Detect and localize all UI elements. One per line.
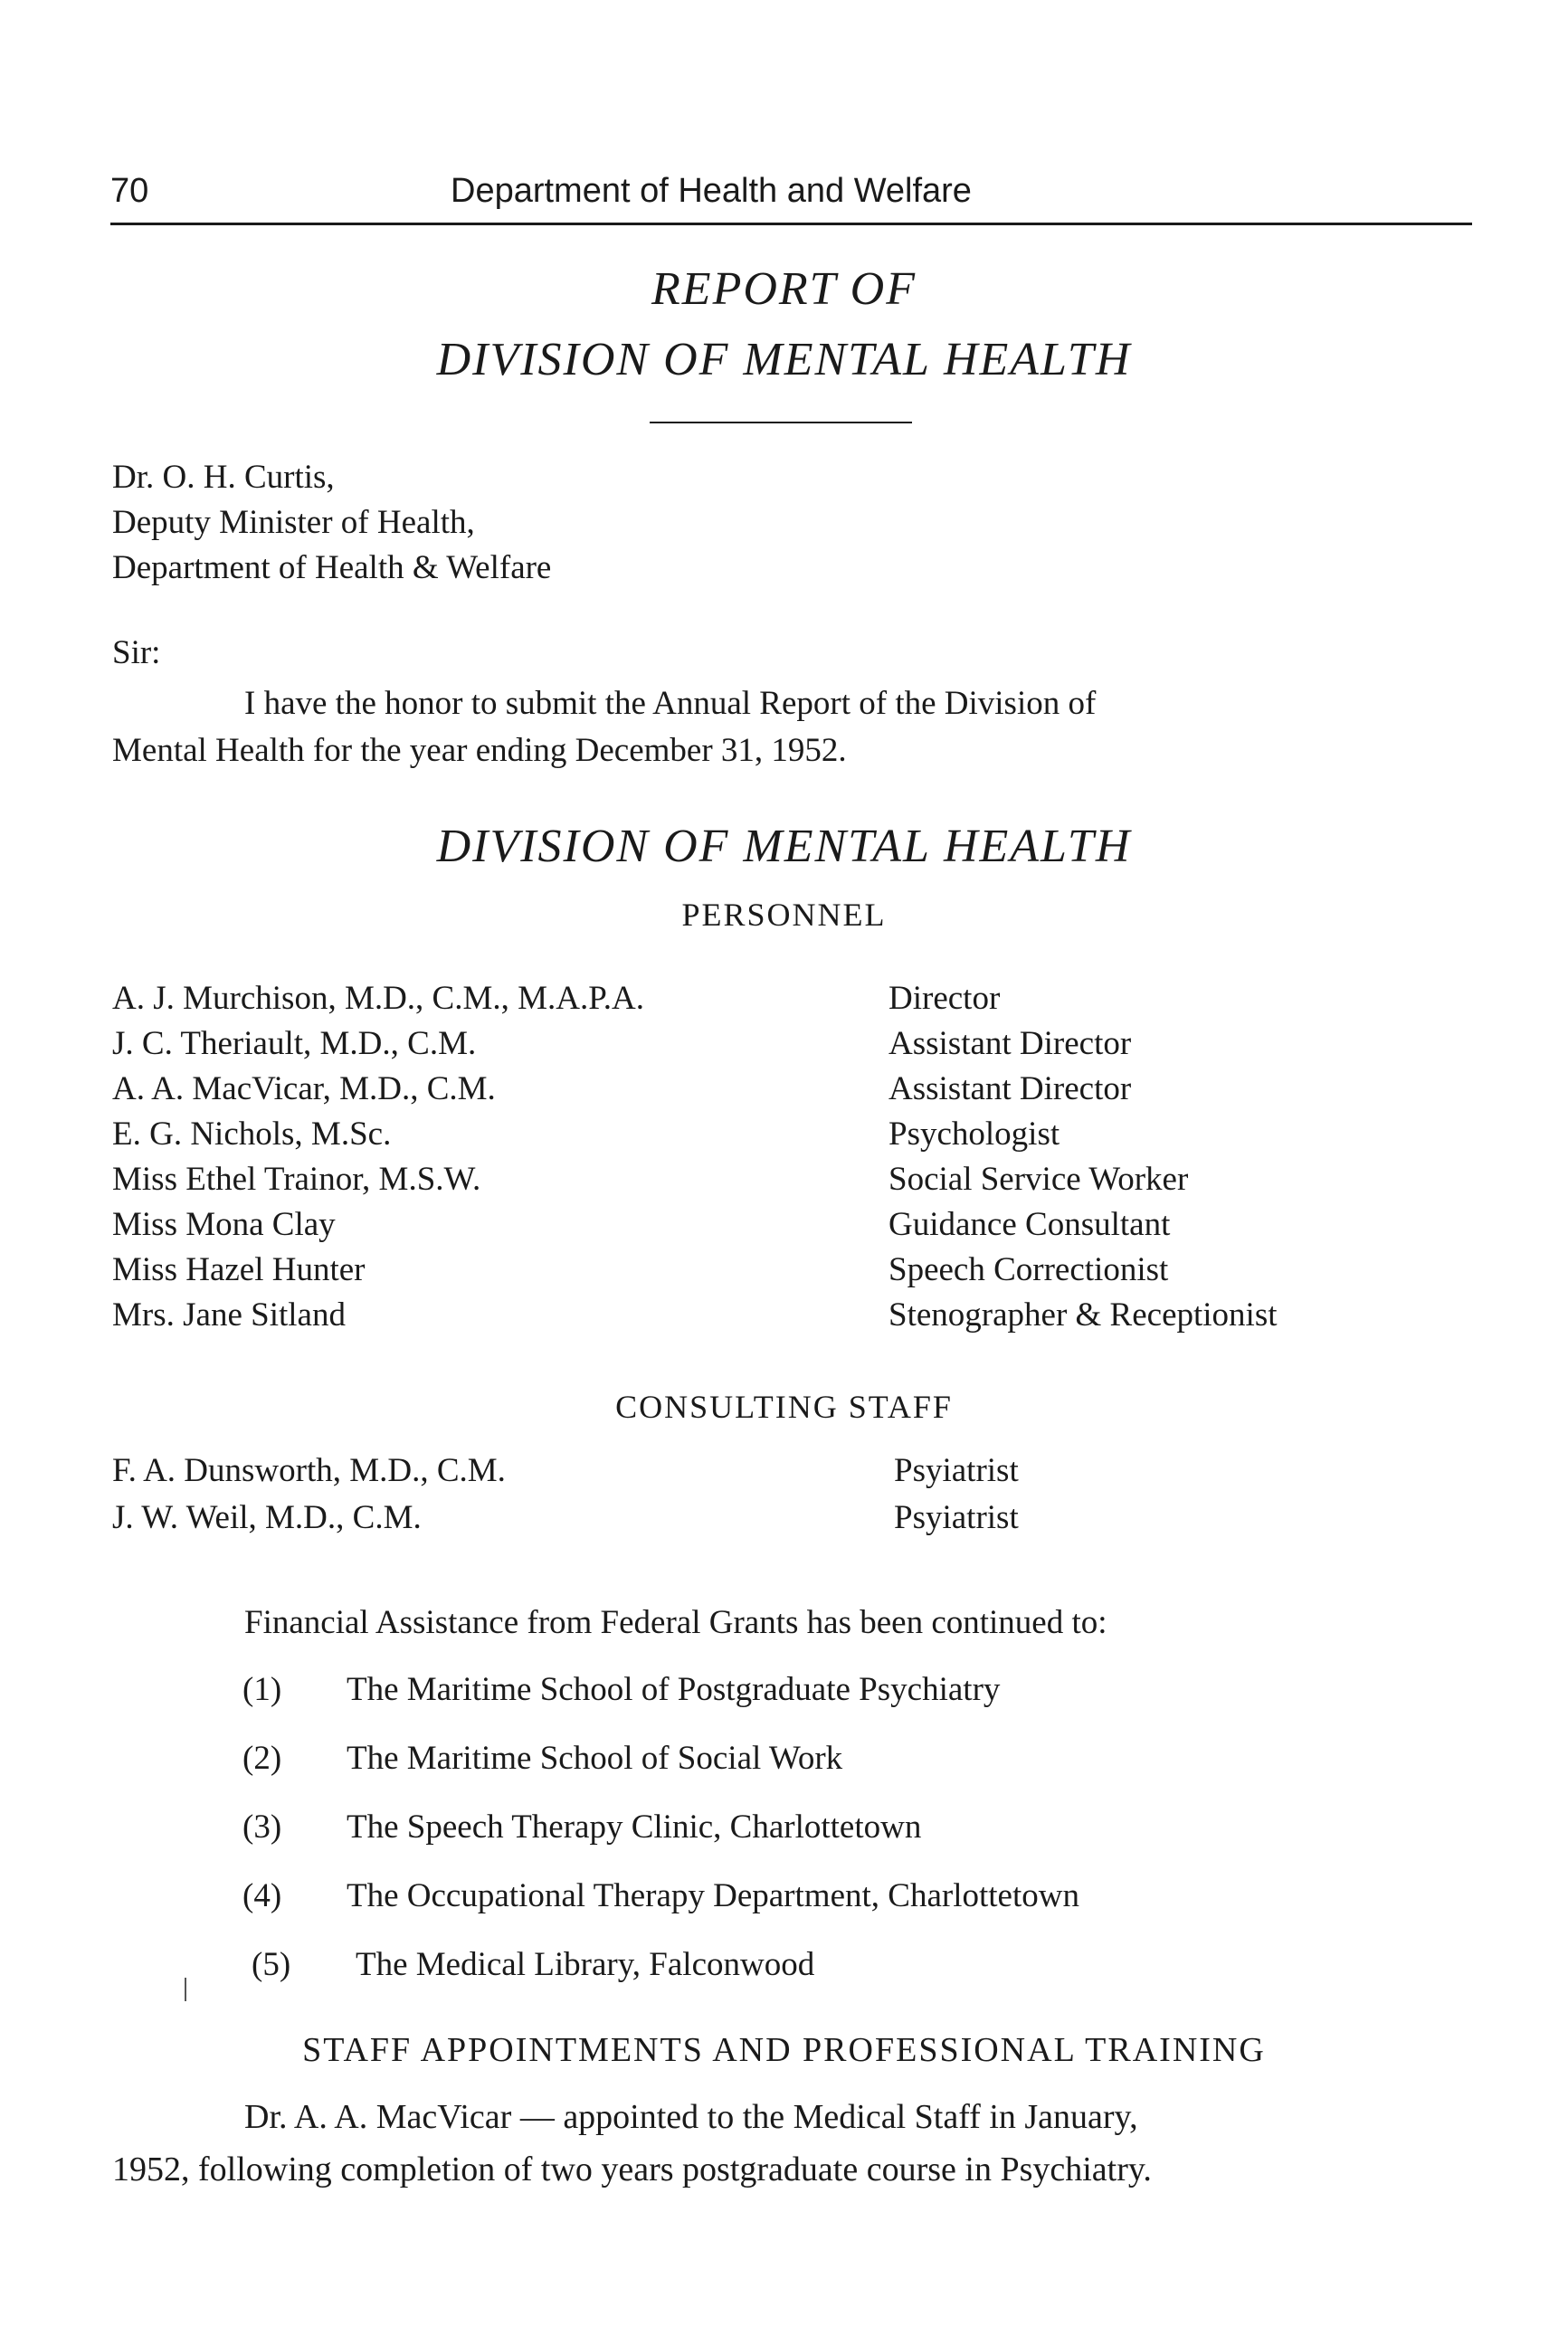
list-text: The Medical Library, Falconwood <box>356 1946 815 1983</box>
list-item <box>242 1739 1509 1779</box>
list-number: (4) <box>242 1877 282 1914</box>
staff-para-line2: 1952, following completion of two years postgraduate course in Psychiatry. <box>112 2150 1152 2188</box>
margin-mark <box>185 1978 186 2001</box>
personnel-role: Social Service Worker <box>889 1161 1189 1198</box>
staff-heading: STAFF APPOINTMENTS AND PROFESSIONAL TRAINING <box>302 2031 1266 2069</box>
report-title-line1: REPORT OF <box>651 263 917 315</box>
personnel-role: Assistant Director <box>889 1025 1132 1062</box>
list-number: (2) <box>242 1740 282 1777</box>
staff-para-line1: Dr. A. A. MacVicar — appointed to the Medical Staff in January, <box>244 2098 1138 2136</box>
financial-intro: Financial Assistance from Federal Grants has been continued to: <box>244 1604 1107 1641</box>
intro-line2: Mental Health for the year ending December 31, 1952. <box>112 732 847 769</box>
personnel-name: J. C. Theriault, M.D., C.M. <box>112 1025 477 1062</box>
consulting-heading: CONSULTING STAFF <box>615 1389 953 1425</box>
personnel-name: Mrs. Jane Sitland <box>112 1296 346 1334</box>
salutation: Sir: <box>112 634 161 671</box>
personnel-role: Speech Correctionist <box>889 1251 1169 1288</box>
consulting-role: Psyiatrist <box>894 1452 1019 1489</box>
list-text: The Speech Therapy Clinic, Charlottetown <box>347 1809 922 1846</box>
list-item <box>242 1808 1509 1847</box>
list-item <box>242 1670 1509 1710</box>
title-divider <box>650 422 912 423</box>
page-number: 70 <box>110 172 149 210</box>
personnel-heading: PERSONNEL <box>681 897 887 933</box>
list-item <box>242 1876 1509 1916</box>
address-line2: Deputy Minister of Health, <box>112 504 475 541</box>
list-item <box>252 1945 1518 1985</box>
report-title-line2: DIVISION OF MENTAL HEALTH <box>436 334 1132 385</box>
intro-line1: I have the honor to submit the Annual Report of the Division of <box>244 685 1097 722</box>
personnel-role: Assistant Director <box>889 1070 1132 1107</box>
consulting-name: F. A. Dunsworth, M.D., C.M. <box>112 1452 506 1489</box>
header-rule <box>110 223 1472 225</box>
personnel-name: E. G. Nichols, M.Sc. <box>112 1116 392 1153</box>
personnel-role: Director <box>889 980 1001 1017</box>
list-number: (1) <box>242 1671 282 1708</box>
running-title: Department of Health and Welfare <box>451 172 972 210</box>
personnel-role: Psychologist <box>889 1116 1060 1153</box>
consulting-name: J. W. Weil, M.D., C.M. <box>112 1499 422 1536</box>
list-number: (5) <box>252 1946 291 1983</box>
personnel-name: A. A. MacVicar, M.D., C.M. <box>112 1070 496 1107</box>
personnel-name: Miss Hazel Hunter <box>112 1251 366 1288</box>
list-text: The Occupational Therapy Department, Charlottetown <box>347 1877 1079 1914</box>
division-heading: DIVISION OF MENTAL HEALTH <box>436 821 1132 872</box>
address-line3: Department of Health & Welfare <box>112 549 552 586</box>
list-text: The Maritime School of Postgraduate Psychiatry <box>347 1671 1001 1708</box>
list-text: The Maritime School of Social Work <box>347 1740 843 1777</box>
personnel-role: Guidance Consultant <box>889 1206 1171 1243</box>
personnel-name: Miss Mona Clay <box>112 1206 336 1243</box>
personnel-name: Miss Ethel Trainor, M.S.W. <box>112 1161 481 1198</box>
consulting-role: Psyiatrist <box>894 1499 1019 1536</box>
address-line1: Dr. O. H. Curtis, <box>112 459 335 496</box>
personnel-role: Stenographer & Receptionist <box>889 1296 1278 1334</box>
personnel-name: A. J. Murchison, M.D., C.M., M.A.P.A. <box>112 980 644 1017</box>
list-number: (3) <box>242 1809 282 1846</box>
